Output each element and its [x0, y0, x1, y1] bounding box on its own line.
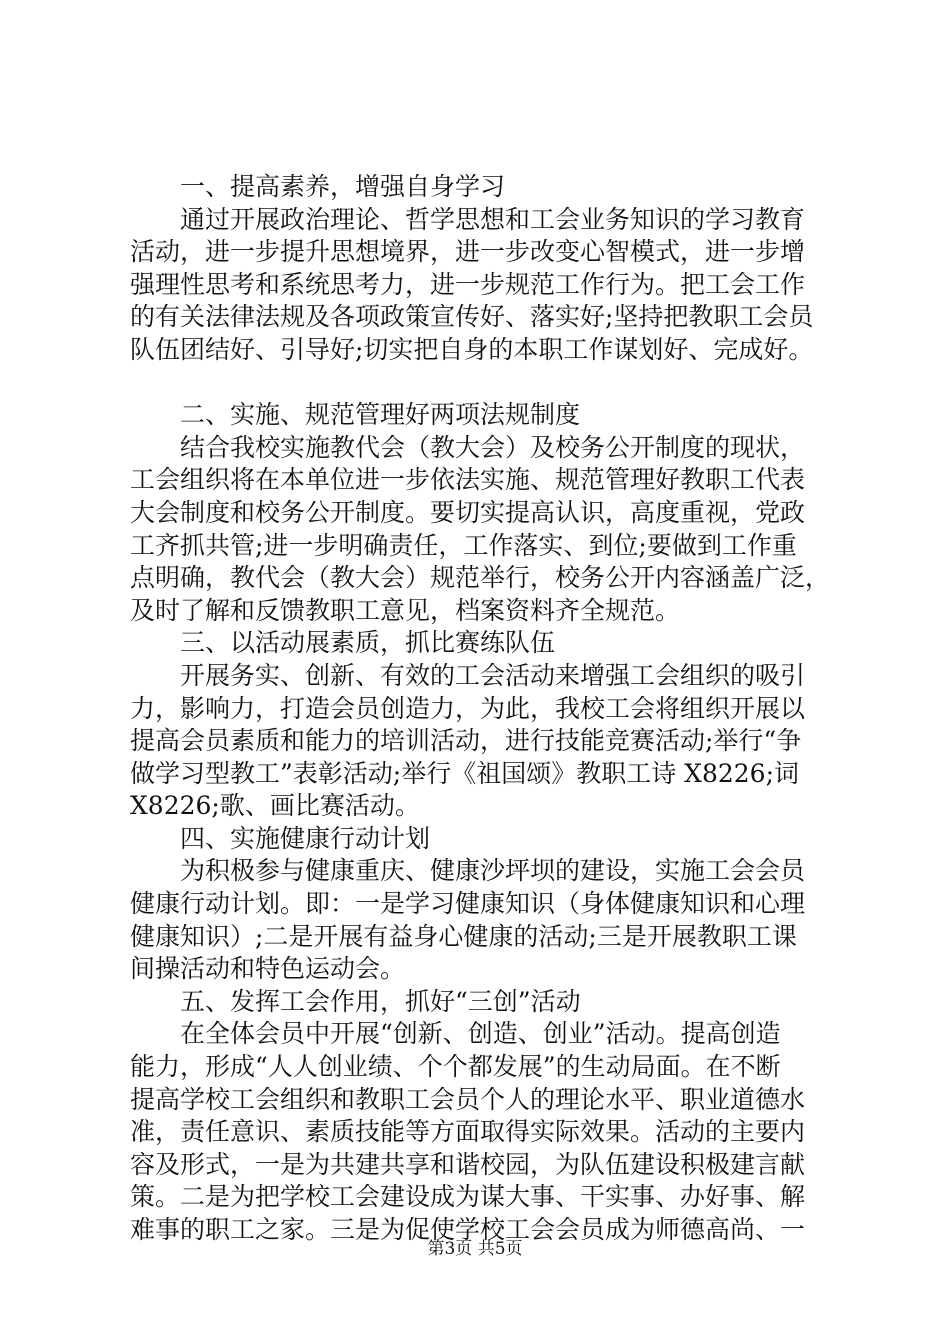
paragraph-line: 准，责任意识、素质技能等方面取得实际效果。活动的主要内 — [130, 1117, 806, 1147]
paragraph-line: X8226;歌、画比赛活动。 — [130, 791, 420, 821]
paragraph-line: 工会组织将在本单位进一步依法实施、规范管理好教职工代表 — [130, 465, 806, 495]
paragraph-line: 难事的职工之家。三是为促使学校工会会员成为师德高尚、一 — [130, 1215, 806, 1244]
section-heading: 二、实施、规范管理好两项法规制度 — [180, 400, 581, 430]
paragraph-line: 策。二是为把学校工会建设成为谋大事、干实事、办好事、解 — [130, 1182, 806, 1212]
blank-line — [130, 367, 830, 400]
paragraph-line: 通过开展政治理论、哲学思想和工会业务知识的学习教育 — [180, 204, 806, 234]
paragraph-line: 为积极参与健康重庆、健康沙坪坝的建设，实施工会会员 — [180, 856, 806, 886]
paragraph-line: 大会制度和校务公开制度。要切实提高认识，高度重视，党政 — [130, 497, 806, 527]
section-heading: 一、提高素养，增强自身学习 — [180, 172, 506, 201]
paragraph-line: 提高学校工会组织和教职工会员个人的理论水平、职业道德水 — [130, 1084, 806, 1114]
paragraph-line: 活动，进一步提升思想境界，进一步改变心智模式，进一步增 — [130, 237, 806, 267]
paragraph-line: 点明确，教代会（教大会）规范举行，校务公开内容涵盖广泛， — [130, 563, 831, 593]
section-heading: 三、以活动展素质，抓比赛练队伍 — [180, 628, 556, 658]
paragraph-line: 容及形式，一是为共建共享和谐校园，为队伍建设积极建言献 — [130, 1149, 806, 1179]
paragraph-line: 提高会员素质和能力的培训活动，进行技能竞赛活动;举行“争 — [130, 726, 802, 756]
paragraph-line: 健康知识）;二是开展有益身心健康的活动;三是开展教职工课 — [130, 921, 797, 951]
paragraph-line: 队伍团结好、引导好;切实把自身的本职工作谋划好、完成好。 — [130, 334, 814, 364]
document-body — [130, 171, 830, 1247]
paragraph-line: 的有关法律法规及各项政策宣传好、落实好;坚持把教职工会员 — [130, 302, 814, 332]
paragraph-line: 间操活动和特色运动会。 — [130, 954, 406, 984]
paragraph-line: 在全体会员中开展“创新、创造、创业”活动。提高创造 — [180, 1019, 781, 1049]
section-heading: 五、发挥工会作用，抓好“三创”活动 — [180, 986, 581, 1016]
paragraph-line: 结合我校实施教代会（教大会）及校务公开制度的现状， — [180, 432, 806, 462]
paragraph-line: 能力，形成“人人创业绩、个个都发展”的生动局面。在不断 — [130, 1052, 781, 1082]
paragraph-line: 做学习型教工”表彰活动;举行《祖国颂》教职工诗 X8226;词 — [130, 758, 799, 788]
paragraph-line: 及时了解和反馈教职工意见，档案资料齐全规范。 — [130, 595, 681, 625]
paragraph-line: 力，影响力，打造会员创造力，为此，我校工会将组织开展以 — [130, 693, 806, 723]
page-footer: 第3页 共5页 — [427, 1239, 523, 1259]
section-heading: 四、实施健康行动计划 — [180, 823, 431, 853]
paragraph-line: 强理性思考和系统思考力，进一步规范工作行为。把工会工作 — [130, 269, 806, 299]
paragraph-line: 开展务实、创新、有效的工会活动来增强工会组织的吸引 — [180, 660, 806, 690]
paragraph-line: 工齐抓共管;进一步明确责任，工作落实、到位;要做到工作重 — [130, 530, 797, 560]
paragraph-line: 健康行动计划。即：一是学习健康知识（身体健康知识和心理 — [130, 889, 806, 919]
